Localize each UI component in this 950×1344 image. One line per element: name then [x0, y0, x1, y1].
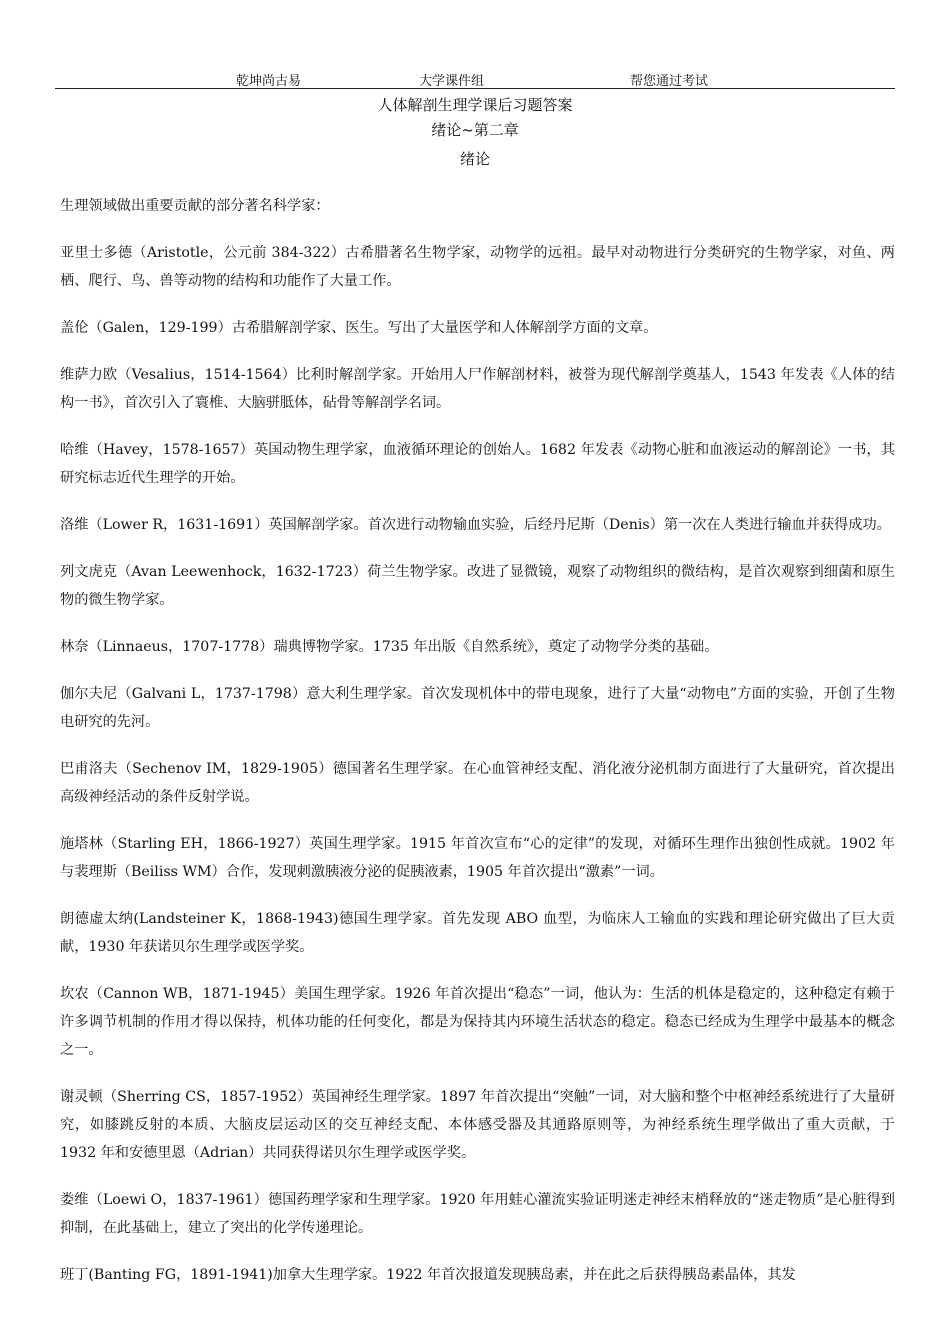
paragraph: 列文虎克（Avan Leewenhock，1632-1723）荷兰生物学家。改进了显微镜，观察了动物组织的微结构，是首次观察到细菌和原生物的微生物学家。: [60, 564, 895, 608]
paragraph: 生理领域做出重要贡献的部分著名科学家：: [60, 198, 330, 214]
title-block: [55, 93, 895, 172]
paragraph: 坎农（Cannon WB，1871-1945）美国生理学家。1926 年首次提出“稳态”一词，他认为：生活的机体是稳定的，这种稳定有赖于许多调节机制的作用才得以保持，机体功能的任何变化，都是为保持其内环境生活状态的稳定。稳态已经成为生理学中最基本的概念之一。: [60, 986, 895, 1058]
page-header: [55, 70, 895, 90]
paragraph: 林奈（Linnaeus，1707-1778）瑞典博物学家。1735 年出版《自然系统》，奠定了动物学分类的基础。: [60, 639, 719, 655]
header-divider: [55, 88, 895, 89]
paragraph: 维萨力欧（Vesalius，1514-1564）比利时解剖学家。开始用人尸作解剖材料，被誉为现代解剖学奠基人，1543 年发表《人体的结构一书》，首次引入了寰椎、大脑骈胝体，砧骨等解剖学名词。: [60, 367, 895, 411]
paragraph: 盖伦（Galen，129-199）古希腊解剖学家、医生。写出了大量医学和人体解剖学方面的文章。: [60, 320, 658, 336]
paragraph: 伽尔夫尼（Galvani L，1737-1798）意大利生理学家。首次发现机体中的带电现象，进行了大量“动物电”方面的实验，开创了生物电研究的先河。: [60, 686, 895, 730]
paragraph: 亚里士多德（Aristotle，公元前 384-322）古希腊著名生物学家，动物学的远祖。最早对动物进行分类研究的生物学家，对鱼、两栖、爬行、鸟、兽等动物的结构和功能作了大量工作。: [60, 245, 895, 289]
header-right-text: 帮您通过考试: [630, 74, 709, 89]
paragraph: 朗德虛太纳(Landsteiner K，1868-1943)德国生理学家。首先发现 ABO 血型，为临床人工输血的实践和理论研究做出了巨大贡献，1930 年获诺贝尔生理学或医学奖。: [60, 911, 895, 955]
header-center-text: 大学课件组: [419, 74, 485, 89]
paragraph: 谢灵顿（Sherring CS，1857-1952）英国神经生理学家。1897 年首次提出“突触”一词，对大脑和整个中枢神经系统进行了大量研究，如膝跳反射的本质、大脑皮层运动区的交互神经支配、本体感受器及其通路原则等，为神经系统生理学做出了重大贡献，于 1932 年和安德里恩（Adrian）共同获得诺贝尔生理学或医学奖。: [60, 1089, 895, 1161]
header-left-text: 乾坤尚古易: [236, 74, 302, 89]
paragraph: 巴甫洛夫（Sechenov IM，1829-1905）德国著名生理学家。在心血管神经支配、消化液分泌机制方面进行了大量研究，首次提出高级神经活动的条件反射学说。: [60, 761, 895, 805]
chapter-range: 绪论~第二章: [431, 121, 519, 139]
paragraph: 哈维（Havey，1578-1657）英国动物生理学家，血液循环理论的创始人。1682 年发表《动物心脏和血液运动的解剖论》一书，其研究标志近代生理学的开始。: [60, 442, 895, 486]
document-title: 人体解剖生理学课后习题答案: [377, 96, 573, 114]
body-text: [60, 192, 895, 1308]
paragraph: 班丁(Banting FG，1891-1941)加拿大生理学家。1922 年首次报道发现胰岛素，并在此之后获得胰岛素晶体，其发: [60, 1267, 796, 1283]
paragraph: 洛维（Lower R，1631-1691）英国解剖学家。首次进行动物输血实验，后经丹尼斯（Denis）第一次在人类进行输血并获得成功。: [60, 517, 891, 533]
paragraph: 娄维（Loewi O，1837-1961）德国药理学家和生理学家。1920 年用蛙心灌流实验证明迷走神经末梢释放的“迷走物质”是心脏得到抑制，在此基础上，建立了突出的化学传递理论。: [60, 1192, 895, 1236]
section-title: 绪论: [459, 150, 490, 168]
paragraph: 施塔林（Starling EH，1866-1927）英国生理学家。1915 年首次宣布“心的定律”的发现，对循环生理作出独创性成就。1902 年与裴理斯（Beiliss WM）合作，发现刺激胰液分泌的促胰液素，1905 年首次提出“激素”一词。: [60, 836, 895, 880]
